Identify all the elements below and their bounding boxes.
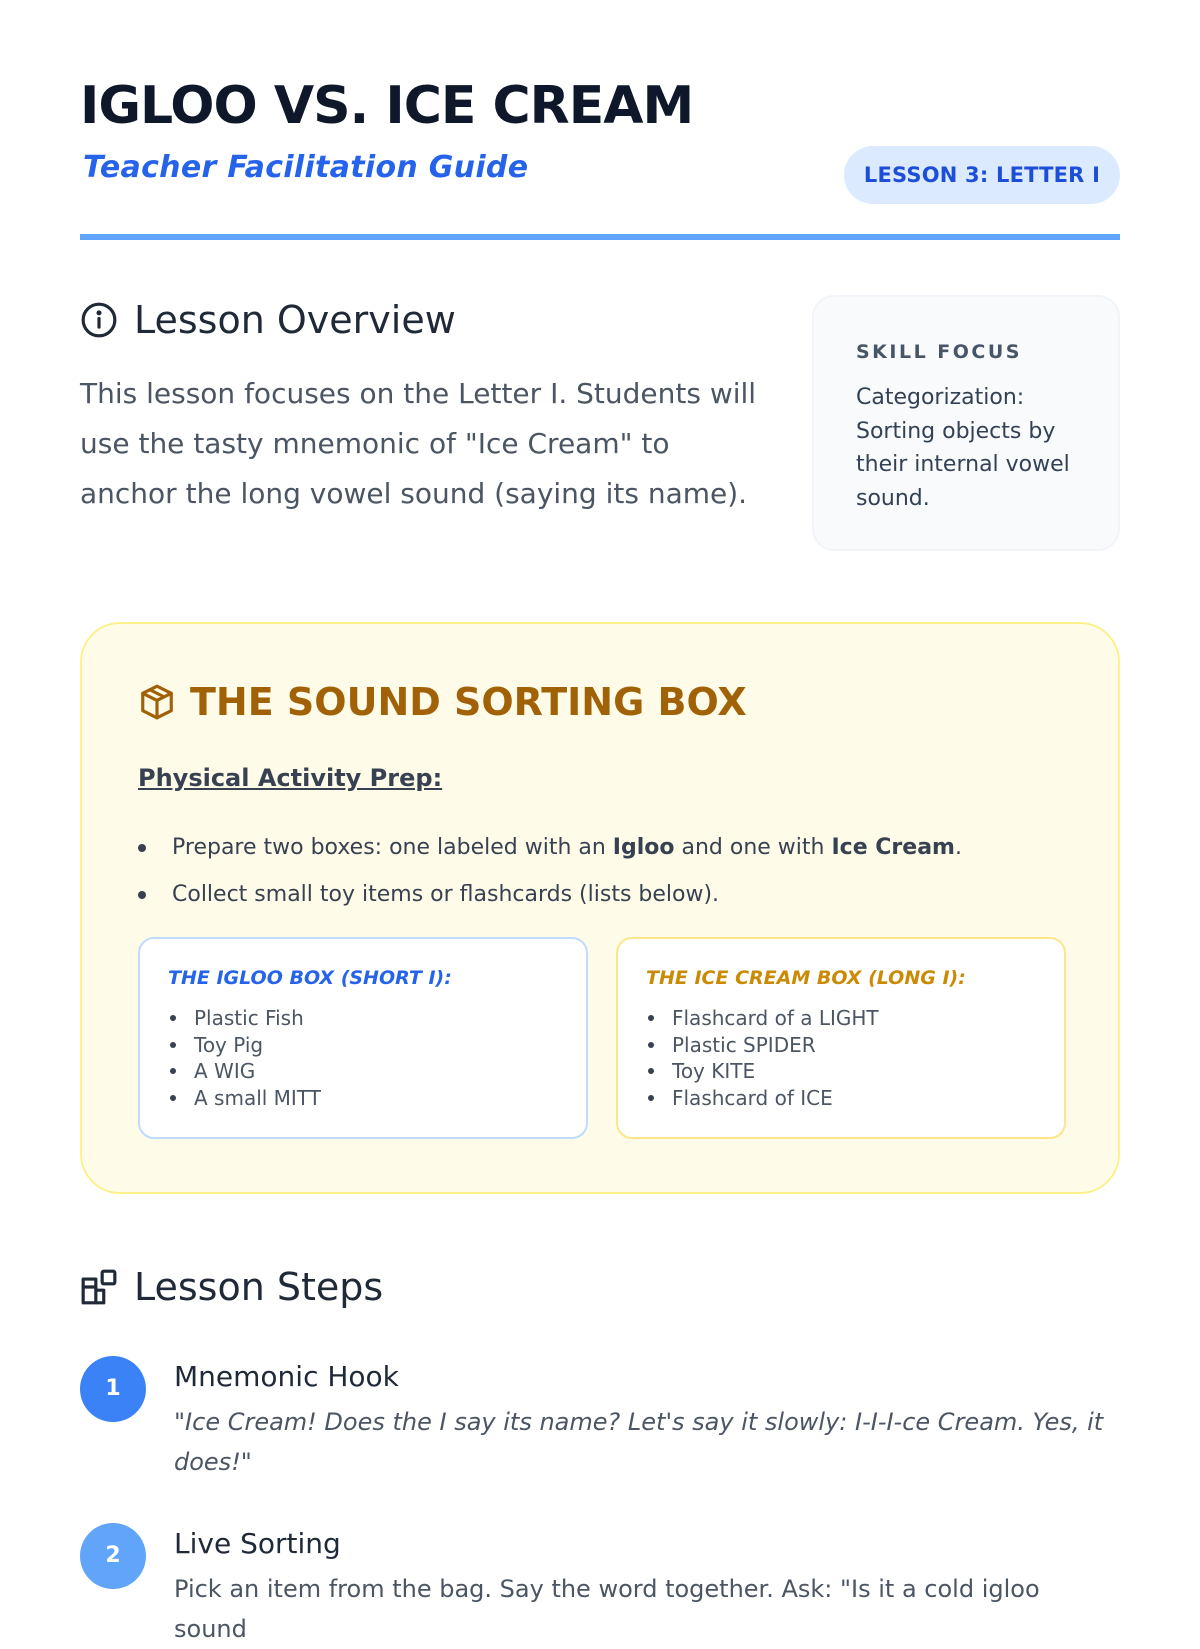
- info-icon: [80, 301, 118, 339]
- header-divider: [80, 234, 1120, 240]
- list-item: Toy Pig: [168, 1032, 558, 1059]
- package-icon: [138, 683, 176, 721]
- lesson-badge: LESSON 3: LETTER I: [844, 146, 1120, 204]
- list-item: Plastic SPIDER: [646, 1032, 1036, 1059]
- overview-description: This lesson focuses on the Letter I. Students will use the tasty mnemonic of "Ice Cream" to anchor the long vowel sound (saying its name).: [80, 377, 757, 510]
- step-title: Mnemonic Hook: [174, 1360, 399, 1393]
- ice-cream-box-title: THE ICE CREAM BOX (LONG I):: [646, 967, 966, 989]
- steps-heading-label: Lesson Steps: [134, 1265, 384, 1309]
- skill-focus-card: [812, 295, 1120, 551]
- prep-heading: Physical Activity Prep:: [138, 764, 443, 792]
- step-number-badge: 1: [80, 1356, 146, 1422]
- overview-heading-label: Lesson Overview: [134, 298, 456, 342]
- step-description: "Ice Cream! Does the I say its name? Let's say it slowly: I-I-I-ce Cream. Yes, it does!": [174, 1408, 1104, 1476]
- lesson-overview-section: [80, 295, 770, 519]
- skill-focus-text: Categorization: Sorting objects by their internal vowel sound.: [856, 385, 1070, 511]
- guide-header: [80, 0, 1120, 241]
- activity-title-label: THE SOUND SORTING BOX: [190, 680, 747, 724]
- list-item: Flashcard of a LIGHT: [646, 1005, 1036, 1032]
- overview-heading: [80, 295, 770, 345]
- ice-cream-box-card: [616, 937, 1066, 1139]
- list-item: Flashcard of ICE: [646, 1085, 1036, 1112]
- ice-cream-box-list: [646, 1005, 1036, 1111]
- list-item: Plastic Fish: [168, 1005, 558, 1032]
- page-title: IGLOO VS. ICE CREAM: [80, 76, 694, 136]
- prep-list: [138, 824, 962, 918]
- activity-title: [138, 680, 747, 724]
- list-item: A WIG: [168, 1058, 558, 1085]
- igloo-emphasis: Igloo: [612, 835, 675, 860]
- igloo-box-list: [168, 1005, 558, 1111]
- igloo-box-title: THE IGLOO BOX (SHORT I):: [168, 967, 452, 989]
- list-item: Prepare two boxes: one labeled with an Igloo and one with Ice Cream.: [138, 824, 962, 871]
- sound-sorting-box-section: [80, 622, 1120, 1194]
- step-title: Live Sorting: [174, 1527, 341, 1560]
- skill-focus-label: SKILL FOCUS: [856, 341, 1022, 363]
- steps-heading: [80, 1262, 383, 1312]
- list-item: Collect small toy items or flashcards (lists below).: [138, 871, 962, 918]
- ice-cream-emphasis: Ice Cream: [831, 835, 955, 860]
- list-item: A small MITT: [168, 1085, 558, 1112]
- blocks-icon: [80, 1268, 118, 1306]
- page-subtitle: Teacher Facilitation Guide: [83, 150, 529, 185]
- lesson-guide-page: [80, 0, 1120, 1643]
- igloo-box-card: [138, 937, 588, 1139]
- step-number-badge: 2: [80, 1523, 146, 1589]
- step-description: Pick an item from the bag. Say the word together. Ask: "Is it a cold igloo sound: [174, 1575, 1040, 1643]
- list-item: Toy KITE: [646, 1058, 1036, 1085]
